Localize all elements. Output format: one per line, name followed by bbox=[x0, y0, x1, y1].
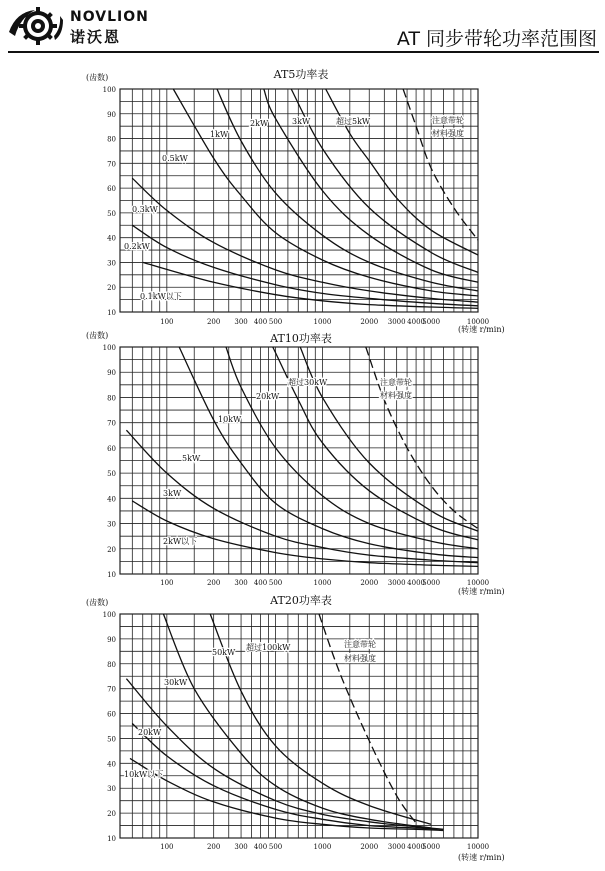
x-tick-label: 1000 bbox=[313, 318, 332, 326]
series-label: 1kW bbox=[210, 130, 229, 139]
x-tick-label: 3000 bbox=[387, 579, 406, 587]
x-tick-label: 300 bbox=[234, 579, 248, 587]
series-label: 0.3kW bbox=[132, 205, 158, 214]
x-tick-label: 200 bbox=[206, 579, 221, 587]
x-tick-label: 5000 bbox=[422, 318, 441, 326]
chart-title: AT5功率表 bbox=[273, 68, 329, 81]
series-line bbox=[132, 178, 478, 302]
series-label: 50kW bbox=[212, 648, 236, 657]
x-tick-label: 4000 bbox=[407, 843, 426, 851]
x-tick-label: 500 bbox=[268, 318, 283, 326]
series-line bbox=[403, 89, 478, 240]
y-tick-label: 60 bbox=[107, 444, 116, 453]
x-axis-label: (转速 r/min) bbox=[458, 587, 505, 596]
series-label: 注意带轮 bbox=[344, 640, 376, 649]
series-label: 10kW以下 bbox=[124, 770, 164, 779]
y-tick-label: 70 bbox=[107, 685, 116, 694]
series-label: 0.1kW以下 bbox=[140, 292, 182, 301]
y-tick-label: 50 bbox=[107, 209, 116, 218]
x-tick-label: 500 bbox=[268, 579, 283, 587]
y-tick-label: 30 bbox=[107, 785, 116, 794]
y-tick-label: 40 bbox=[107, 495, 116, 504]
y-tick-label: 20 bbox=[107, 284, 116, 293]
chart-title: AT10功率表 bbox=[270, 332, 332, 345]
x-tick-label: 3000 bbox=[387, 318, 406, 326]
y-axis-label: (齿数) bbox=[86, 73, 109, 82]
brand-name-cn: 诺沃恩 bbox=[70, 28, 122, 46]
x-tick-label: 1000 bbox=[313, 843, 332, 851]
series-line bbox=[210, 614, 431, 824]
x-tick-label: 100 bbox=[160, 843, 174, 851]
at20-power-chart bbox=[0, 590, 605, 866]
series-label: 超过5kW bbox=[336, 117, 371, 126]
series-label: 20kW bbox=[256, 392, 280, 401]
series-label: 注意带轮 bbox=[432, 116, 464, 125]
y-tick-label: 30 bbox=[107, 259, 116, 268]
series-label: 20kW bbox=[138, 728, 162, 737]
y-tick-label: 40 bbox=[107, 234, 116, 243]
x-tick-label: 5000 bbox=[422, 843, 441, 851]
y-tick-label: 10 bbox=[107, 571, 116, 579]
series-label: 10kW bbox=[218, 415, 242, 424]
x-tick-label: 2000 bbox=[360, 579, 379, 587]
page-title: AT 同步带轮功率范围图 bbox=[396, 28, 597, 50]
x-tick-label: 3000 bbox=[387, 843, 406, 851]
x-tick-label: 300 bbox=[234, 843, 248, 851]
series-label: 2kW bbox=[250, 119, 269, 128]
at5-power-chart bbox=[0, 64, 605, 336]
y-axis-label: (齿数) bbox=[86, 598, 109, 607]
x-tick-label: 100 bbox=[160, 318, 174, 326]
y-tick-label: 80 bbox=[107, 135, 116, 144]
x-tick-label: 10000 bbox=[466, 318, 490, 326]
header bbox=[0, 0, 605, 52]
x-tick-label: 400 bbox=[253, 579, 268, 587]
series-label: 30kW bbox=[164, 678, 188, 687]
gear-lion-logo-icon bbox=[6, 6, 64, 46]
x-tick-label: 2000 bbox=[360, 318, 379, 326]
series-label: 5kW bbox=[182, 454, 201, 463]
y-tick-label: 90 bbox=[107, 110, 116, 119]
series-label: 0.2kW bbox=[124, 242, 150, 251]
x-tick-label: 100 bbox=[160, 579, 174, 587]
chart-title: AT20功率表 bbox=[270, 594, 332, 607]
y-axis-label: (齿数) bbox=[86, 331, 109, 340]
series-label: 注意带轮 bbox=[380, 378, 412, 387]
x-tick-label: 5000 bbox=[422, 579, 441, 587]
y-tick-label: 70 bbox=[107, 160, 116, 169]
series-line bbox=[179, 347, 478, 558]
y-tick-label: 50 bbox=[107, 735, 116, 744]
x-axis-label: (转速 r/min) bbox=[458, 853, 505, 862]
series-line bbox=[143, 262, 478, 308]
y-tick-label: 10 bbox=[107, 309, 116, 317]
x-tick-label: 400 bbox=[253, 843, 268, 851]
series-label: 超过30kW bbox=[288, 378, 328, 387]
x-tick-label: 200 bbox=[206, 318, 221, 326]
series-line bbox=[366, 347, 478, 529]
series-label: 材料强度 bbox=[380, 391, 412, 400]
y-tick-label: 50 bbox=[107, 470, 116, 479]
series-label: 超过100kW bbox=[246, 643, 291, 652]
series-label: 3kW bbox=[163, 489, 182, 498]
y-tick-label: 20 bbox=[107, 545, 116, 554]
x-tick-label: 400 bbox=[253, 318, 268, 326]
y-tick-label: 90 bbox=[107, 369, 116, 378]
header-divider bbox=[8, 51, 599, 53]
x-tick-label: 1000 bbox=[313, 579, 332, 587]
y-tick-label: 100 bbox=[102, 86, 116, 94]
x-axis-label: (转速 r/min) bbox=[458, 325, 505, 334]
series-label: 2kW以下 bbox=[163, 537, 198, 546]
x-tick-label: 300 bbox=[234, 318, 248, 326]
series-label: 材料强度 bbox=[344, 654, 376, 663]
y-tick-label: 80 bbox=[107, 660, 116, 669]
series-label: 材料强度 bbox=[432, 129, 464, 138]
brand-name-en: NOVLION bbox=[70, 9, 149, 25]
series-label: 0.5kW bbox=[162, 154, 188, 163]
y-tick-label: 30 bbox=[107, 520, 116, 529]
x-tick-label: 4000 bbox=[407, 318, 426, 326]
y-tick-label: 40 bbox=[107, 760, 116, 769]
x-tick-label: 10000 bbox=[466, 843, 490, 851]
y-tick-label: 20 bbox=[107, 810, 116, 819]
at10-power-chart bbox=[0, 330, 605, 598]
x-tick-label: 2000 bbox=[360, 843, 379, 851]
y-tick-label: 60 bbox=[107, 185, 116, 194]
series-label: 3kW bbox=[292, 117, 311, 126]
y-tick-label: 100 bbox=[102, 344, 116, 352]
y-tick-label: 10 bbox=[107, 835, 116, 843]
y-tick-label: 60 bbox=[107, 710, 116, 719]
x-tick-label: 4000 bbox=[407, 579, 426, 587]
y-tick-label: 70 bbox=[107, 419, 116, 428]
y-tick-label: 80 bbox=[107, 394, 116, 403]
series-line bbox=[163, 614, 431, 828]
y-tick-label: 90 bbox=[107, 635, 116, 644]
x-tick-label: 10000 bbox=[466, 579, 490, 587]
y-tick-label: 100 bbox=[102, 611, 116, 619]
x-tick-label: 500 bbox=[268, 843, 283, 851]
x-tick-label: 200 bbox=[206, 843, 221, 851]
